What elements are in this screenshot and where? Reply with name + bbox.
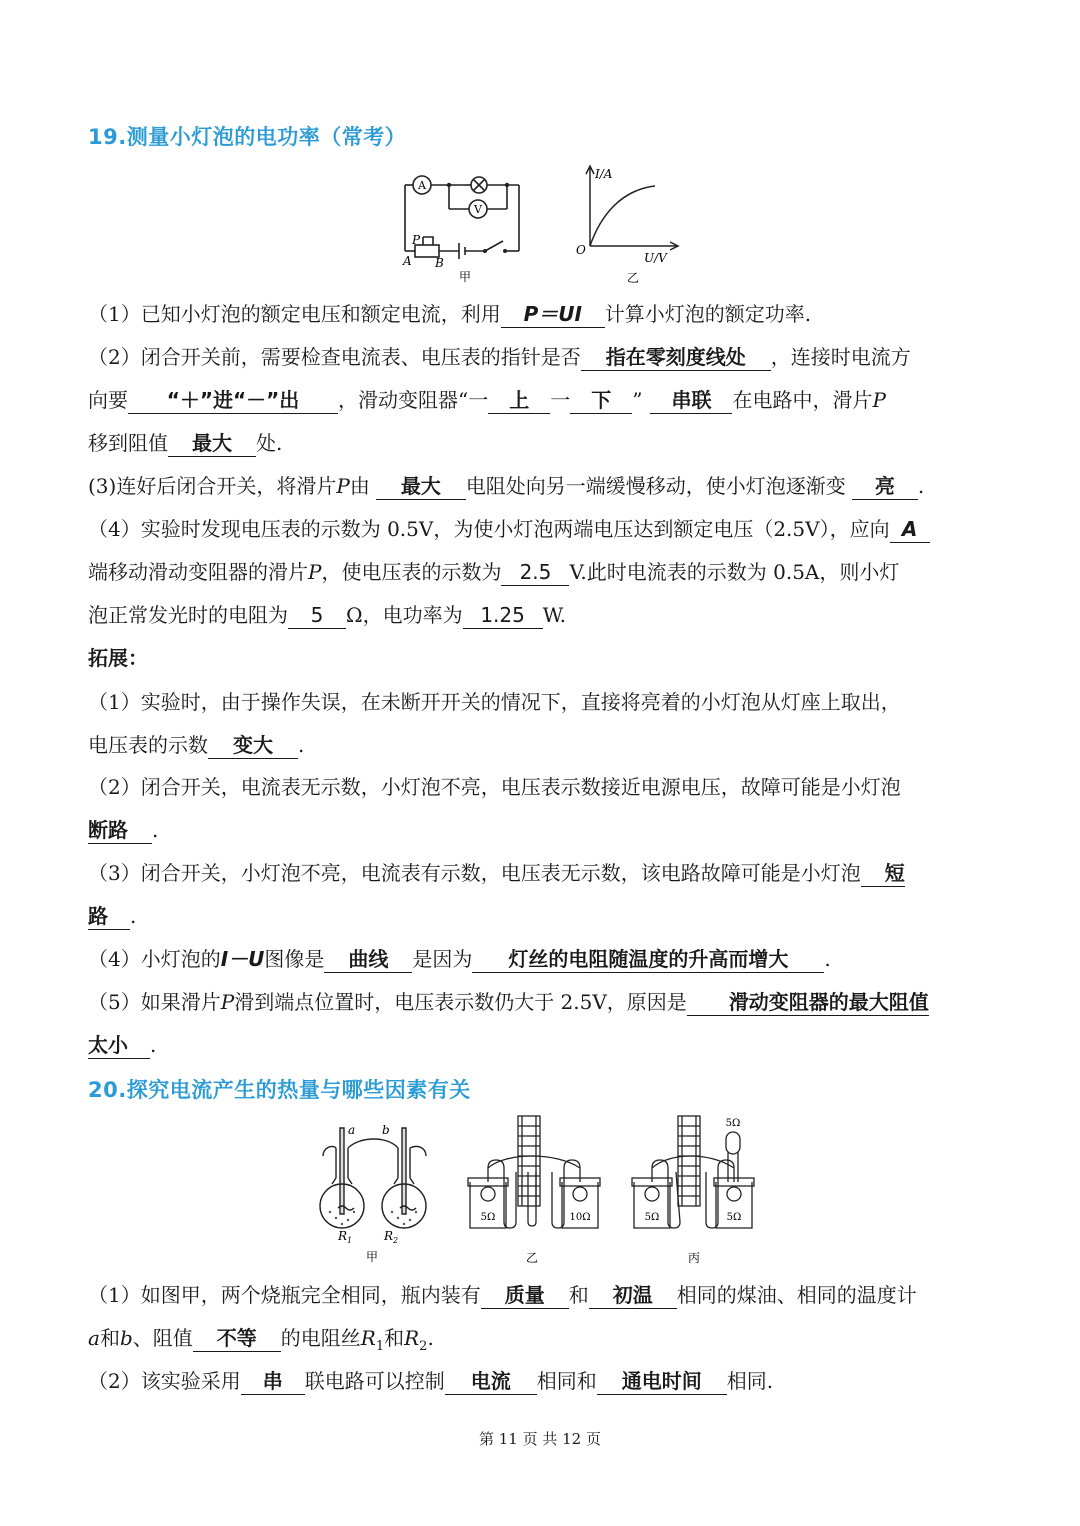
q19-circuit-figure (395, 165, 530, 285)
q19-item-2-line1: （2）闭合开关前，需要检查电流表、电压表的指针是否 指在零刻度线处 ，连接时电流方 (88, 345, 911, 369)
q19-item-2-line2: 向要 “＋”进“－”出 ，滑动变阻器“一 上 一 下 ” 串联 在电路中，滑片P (88, 388, 886, 412)
answer-blank: 变大 (208, 732, 298, 759)
answer-blank: 不等 (193, 1325, 281, 1352)
extension-title: 拓展： (88, 646, 148, 670)
yi-left-resistor: 5Ω (480, 1212, 496, 1223)
q19-item-2-line3: 移到阻值 最大 处. (88, 431, 283, 455)
answer-blank: 指在零刻度线处 (581, 344, 771, 371)
q20-title: 20.探究电流产生的热量与哪些因素有关 (88, 1078, 471, 1102)
answer-blank: 下 (570, 387, 632, 414)
thermometer-b-label: b (382, 1123, 390, 1137)
answer-blank: 初温 (589, 1282, 677, 1309)
q19-title: 19.测量小灯泡的电功率（常考） (88, 125, 407, 149)
fig-bing-caption: 丙 (687, 1251, 701, 1265)
q19-item-4-line3: 泡正常发光时的电阻为 5 Ω，电功率为 1.25 W. (88, 603, 567, 627)
r1-label: $R_1$ (338, 1229, 353, 1245)
x-axis-label: U/V (644, 251, 667, 265)
iu-graph (570, 162, 690, 287)
ammeter-label: A (418, 179, 426, 192)
answer-blank: 短 (861, 860, 905, 887)
answer-blank: 上 (488, 387, 550, 414)
yi-right-resistor: 10Ω (569, 1212, 591, 1223)
answer-blank: 质量 (481, 1282, 569, 1309)
circuit-diagram (395, 165, 530, 285)
q19-item-4-line2: 端移动滑动变阻器的滑片P，使电压表的示数为 2.5 V.此时电流表的示数为 0.5A，则小灯 (88, 560, 900, 584)
answer-blank: 最大 (168, 430, 256, 457)
bing-left-resistor: 5Ω (644, 1212, 660, 1223)
thermometer-a-label: a (348, 1123, 356, 1137)
answer-blank: 最大 (376, 473, 466, 500)
ext-item-2-line1: （2）闭合开关，电流表无示数，小灯泡不亮，电压表示数接近电源电压，故障可能是小灯泡 (88, 775, 901, 799)
fig-jia-caption: 甲 (365, 1250, 379, 1264)
utube-diagram-yi (466, 1112, 602, 1268)
answer-blank: A (890, 516, 930, 543)
ext-item-5-line1: （5）如果滑片P滑到端点位置时，电压表示数仍大于 2.5V，原因是 滑动变阻器的最大阻值 (88, 990, 929, 1014)
origin-label: O (576, 243, 586, 257)
q19-item-3: (3)连好后闭合开关，将滑片P由 最大 电阻处向另一端缓慢移动，使小灯泡逐渐变 亮 . (88, 474, 925, 498)
page-footer: 第 11 页 共 12 页 (478, 1430, 601, 1448)
ext-item-3-line2: 路 . (88, 904, 137, 928)
q20-flasks-figure (318, 1118, 430, 1268)
q19-iu-graph-figure (570, 162, 690, 287)
answer-blank: 滑动变阻器的最大阻值 (687, 989, 929, 1016)
y-axis-label: I/A (595, 167, 613, 181)
answer-blank: 断路 (88, 817, 152, 844)
end-b-label: B (435, 256, 444, 270)
ext-item-3-line1: （3）闭合开关，小灯泡不亮，电流表有示数，电压表无示数，该电路故障可能是小灯泡 短 (88, 861, 905, 885)
end-a-label: A (403, 254, 412, 268)
answer-blank: 串 (241, 1368, 305, 1395)
q20-utube-figure-bing (630, 1112, 766, 1268)
bing-top-resistor: 5Ω (725, 1118, 741, 1129)
answer-blank: 串联 (650, 387, 732, 414)
answer-blank: 电流 (445, 1368, 537, 1395)
fig-jia-caption: 甲 (458, 270, 472, 284)
answer-blank: 曲线 (324, 946, 412, 973)
fig-yi-caption: 乙 (525, 1251, 539, 1265)
ext-item-2-line2: 断路 . (88, 818, 159, 842)
answer-blank: 路 (88, 903, 130, 930)
utube-diagram-bing (630, 1112, 766, 1268)
answer-blank: 1.25 (463, 602, 543, 629)
answer-blank: P＝UI (501, 301, 605, 328)
q20-utube-figure-yi (466, 1112, 602, 1268)
answer-blank: 通电时间 (597, 1368, 727, 1395)
answer-blank: 2.5 (501, 559, 569, 586)
answer-blank: 亮 (852, 473, 918, 500)
q19-item-1: （1）已知小灯泡的额定电压和额定电流，利用 P＝UI 计算小灯泡的额定功率. (88, 302, 812, 326)
answer-blank: 灯丝的电阻随温度的升高而增大 (472, 946, 824, 973)
fig-yi-caption: 乙 (626, 271, 640, 285)
ext-item-4: （4）小灯泡的I－U图像是 曲线 是因为 灯丝的电阻随温度的升高而增大 . (88, 947, 831, 971)
voltmeter-label: V (474, 203, 482, 216)
q19-item-4-line1: （4）实验时发现电压表的示数为 0.5V，为使小灯泡两端电压达到额定电压（2.5V），应向 A (88, 515, 930, 543)
ext-item-1-line1: （1）实验时，由于操作失误，在未断开开关的情况下，直接将亮着的小灯泡从灯座上取出， (88, 690, 901, 714)
ext-item-1-line2: 电压表的示数 变大 . (88, 733, 305, 757)
q20-item-1-line1: （1）如图甲，两个烧瓶完全相同，瓶内装有 质量 和 初温 相同的煤油、相同的温度计 (88, 1283, 917, 1307)
q20-item-1-line2: a和b、阻值 不等 的电阻丝$R_1$和$R_2$. (88, 1326, 434, 1354)
q20-item-2: （2）该实验采用 串 联电路可以控制 电流 相同和 通电时间 相同. (88, 1369, 774, 1393)
ext-item-5-line2: 太小 . (88, 1033, 157, 1057)
slider-p-label: P (412, 233, 421, 247)
answer-blank: “＋”进“－”出 (128, 387, 338, 414)
answer-blank: 太小 (88, 1032, 150, 1059)
bing-right-resistor: 5Ω (726, 1212, 742, 1223)
answer-blank: 5 (288, 602, 346, 629)
flasks-diagram (318, 1118, 430, 1268)
r2-label: $R_2$ (384, 1229, 399, 1245)
